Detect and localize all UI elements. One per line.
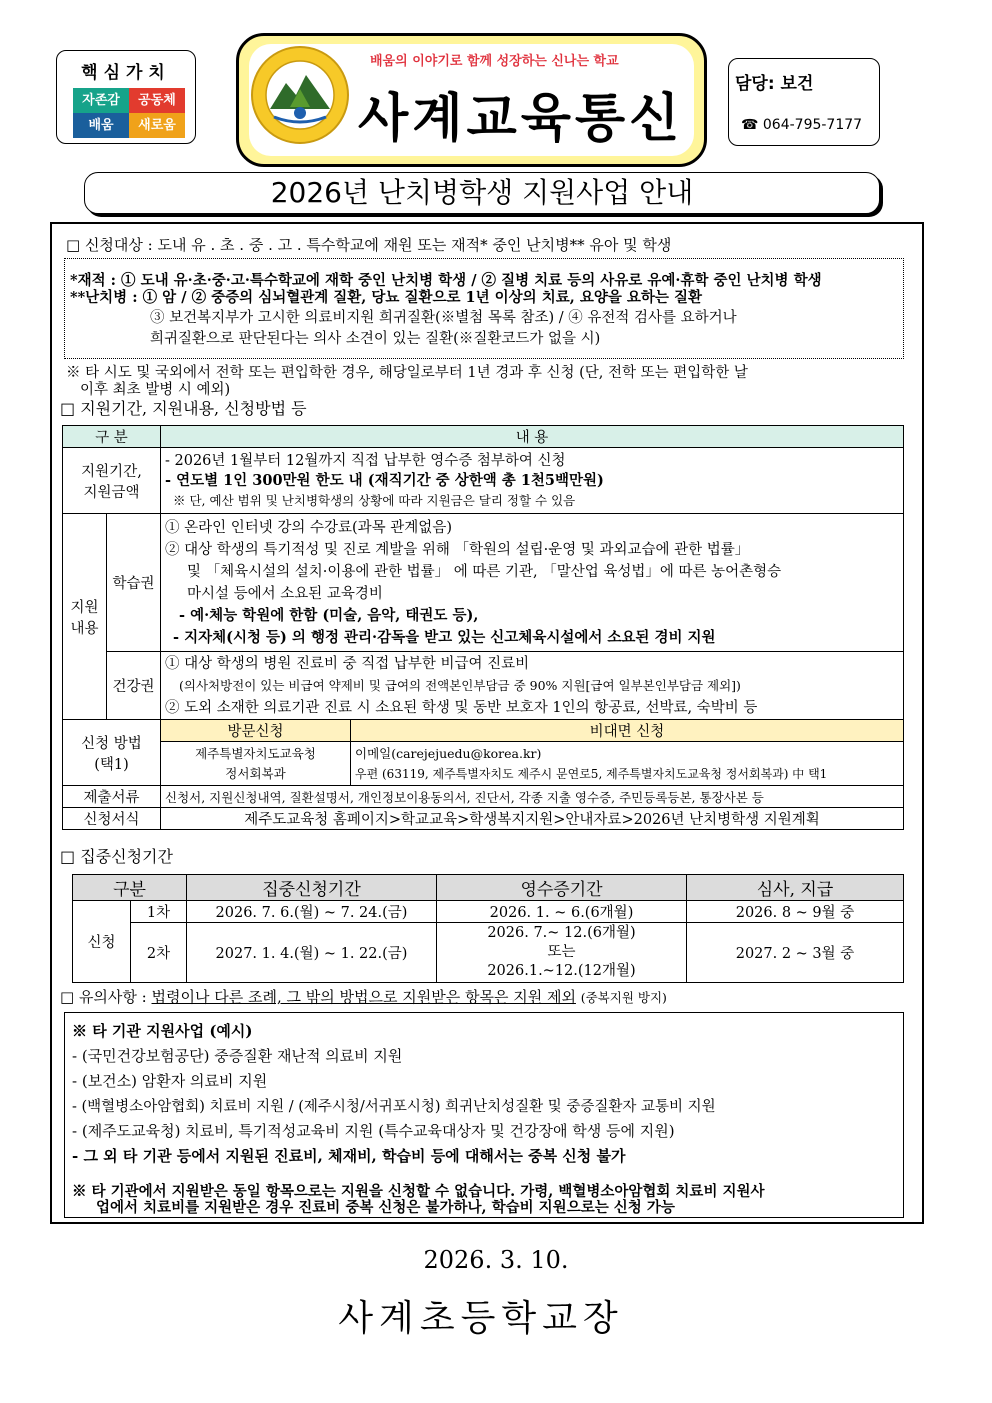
docs-label: 제출서류: [63, 786, 161, 808]
round-2: 2차: [131, 923, 187, 983]
transfer-note-2: 이후 최초 발병 시 예외): [80, 382, 231, 398]
round-1-review: 2026. 8 ~ 9월 중: [687, 901, 904, 923]
col-header-content: 내 용: [161, 426, 904, 448]
section3-title: □ 집중신청기간: [60, 847, 173, 866]
other-support-title: ※ 타 기관 지원사업 (예시): [72, 1022, 253, 1040]
learning-line-5: - 예·체능 학원에 한함 (미술, 음악, 태권도 등),: [179, 606, 479, 624]
core-value-newness: 새로움: [129, 113, 185, 138]
visit-header: 방문신청: [161, 720, 351, 742]
period-line-2: - 연도별 1인 300만원 한도 내 (재직기간 중 상한액 총 1천5백만원): [165, 471, 604, 489]
note-disease-3: ③ 보건복지부가 고시한 의료비지원 희귀질환(※별첨 목록 참조) / ④ 유전적 검사를 요하거나: [150, 310, 737, 326]
remote-email: 이메일(carejejuedu@korea.kr): [355, 745, 542, 761]
period-line-3: ※ 단, 예산 범위 및 난치병학생의 상황에 따라 지원금은 달리 정할 수 있음: [173, 492, 576, 508]
core-value-selfesteem: 자존감: [73, 88, 129, 113]
ph-category: 구분: [73, 875, 187, 901]
table-row: [73, 901, 904, 923]
learning-line-6: - 지자체(시청 등) 의 행정 관리·감독을 받고 있는 신고체육시설에서 소요된 경비 지원: [173, 628, 716, 646]
newsletter-title: 사계교육통신: [358, 89, 684, 149]
learning-label: 학습권: [107, 514, 161, 652]
ph-receipt: 영수증기간: [437, 875, 687, 901]
core-value-learning: 배움: [73, 113, 129, 138]
eligibility-line: □ 신청대상 : 도내 유 . 초 . 중 . 고 . 특수학교에 재원 또는 재적* 중인 난치병** 유아 및 학생: [66, 236, 672, 254]
form-label: 신청서식: [63, 808, 161, 830]
other-support-item-3: - (백혈병소아암협회) 치료비 지원 / (제주시청/서귀포시청) 희귀난치성질환 및 중증질환자 교통비 지원: [72, 1099, 716, 1115]
table-row: [73, 923, 904, 983]
health-line-3: ② 도외 소재한 의료기관 진료 시 소요된 학생 및 동반 보호자 1인의 항공료, 선박료, 숙박비 등: [165, 699, 758, 716]
other-support-item-1: - (국민건강보험공단) 중증질환 재난적 의료비 지원: [72, 1047, 403, 1065]
learning-line-4: 마시설 등에서 소요된 교육경비: [187, 585, 383, 602]
docs-value: 신청서, 지원신청내역, 질환설명서, 개인정보이용동의서, 진단서, 각종 지출 영수증, 주민등록등본, 통장사본 등: [161, 786, 904, 808]
period-table-header: [73, 875, 904, 901]
section2-title: □ 지원기간, 지원내용, 신청방법 등: [60, 399, 307, 418]
remote-mail: 우편 (63119, 제주특별자치도 제주시 문연로5, 제주특별자치도교육청 정서회복과) 中 택1: [355, 766, 828, 781]
support-table: [62, 425, 904, 830]
other-support-item-4: - (제주도교육청) 치료비, 특기적성교육비 지원 (특수교육대상자 및 건강장애 학생 등에 지원): [72, 1122, 675, 1140]
document-title: 2026년 난치병학생 지원사업 안내: [84, 172, 880, 214]
period-table: [72, 874, 904, 983]
caution-line: [60, 986, 667, 1007]
visit-place: 제주특별자치도교육청 정서회복과: [161, 742, 351, 786]
round-2-apply: 2027. 1. 4.(월) ~ 1. 22.(금): [187, 923, 437, 983]
apply-label: 신청 방법 (택1): [63, 720, 161, 786]
round-1-apply: 2026. 7. 6.(월) ~ 7. 24.(금): [187, 901, 437, 923]
emblem-icon: [250, 45, 350, 145]
period-content: [161, 448, 904, 514]
health-label: 건강권: [107, 652, 161, 720]
other-support-note-2: 업에서 치료비를 지원받은 경우 진료비 중복 신청은 불가하나, 학습비 지원으로는 신청 가능: [96, 1199, 675, 1216]
slogan: 배움의 이야기로 함께 성장하는 신나는 학교: [370, 54, 619, 69]
caution-label: □ 유의사항 :: [60, 988, 147, 1006]
caution-suffix: (중복지원 방지): [580, 990, 667, 1005]
ph-apply: 집중신청기간: [187, 875, 437, 901]
contact-person: 담당: 보건: [735, 74, 814, 94]
round-1: 1차: [131, 901, 187, 923]
transfer-note-1: ※ 타 시도 및 국외에서 전학 또는 편입학한 경우, 해당일로부터 1년 경과 후 신청 (단, 전학 또는 편입학한 날: [66, 365, 748, 381]
core-values-grid: [73, 88, 185, 138]
school-emblem: [250, 45, 350, 145]
ph-review: 심사, 지급: [687, 875, 904, 901]
learning-content: [161, 514, 904, 652]
round-2-review: 2027. 2 ~ 3월 중: [687, 923, 904, 983]
other-support-item-5: - 그 외 타 기관 등에서 지원된 진료비, 체재비, 학습비 등에 대해서는 중복 신청 불가: [72, 1147, 626, 1165]
core-values-title: 핵심가치: [81, 63, 171, 83]
learning-line-3: 및 「체육시설의 설치·이용에 관한 법률」 에 따른 기관, 「말산업 육성법」에 따른 농어촌형승: [187, 563, 782, 580]
note-enrolled: *재적 : ① 도내 유·초·중·고·특수학교에 재학 중인 난치병 학생 / ② 질병 치료 등의 사유로 유예·휴학 중인 난치병 학생: [70, 272, 822, 289]
form-value: 제주도교육청 홈페이지>학교교육>학생복지지원>안내자료>2026년 난치병학생 지원계획: [161, 808, 904, 830]
other-support-item-2: - (보건소) 암환자 의료비 지원: [72, 1072, 268, 1090]
content-label: 지원 내용: [63, 514, 107, 720]
period-label: 지원기간, 지원금액: [63, 448, 161, 514]
core-value-community: 공동체: [129, 88, 185, 113]
period-line-1: - 2026년 1월부터 12월까지 직접 납부한 영수증 첨부하여 신청: [165, 452, 566, 469]
col-header-category: 구 분: [63, 426, 161, 448]
school-principal-signature: 사계초등학교장: [338, 1298, 624, 1339]
round-2-receipt: 2026. 7.~ 12.(6개월) 또는 2026.1.~12.(12개월): [437, 923, 687, 983]
note-disease-1: **난치병 : ① 암 / ② 중증의 심뇌혈관계 질환, 당뇨 질환으로 1년 이상의 치료, 요양을 요하는 질환: [70, 289, 703, 306]
contact-box: [728, 58, 880, 146]
remote-header: 비대면 신청: [351, 720, 904, 742]
learning-line-2: ② 대상 학생의 특기적성 및 진로 계발을 위해 「학원의 설립·운영 및 과외교습에 관한 법률」: [165, 541, 750, 558]
other-support-note-1: ※ 타 기관에서 지원받은 동일 항목으로는 지원을 신청할 수 없습니다. 가령, 백혈병소아암협회 치료비 지원사: [72, 1183, 765, 1200]
core-values-box: [56, 50, 196, 144]
caution-text: 법령이나 다른 조례, 그 밖의 방법으로 지원받은 항목은 지원 제외: [151, 988, 576, 1006]
health-content: [161, 652, 904, 720]
note-disease-4: 희귀질환으로 판단된다는 의사 소견이 있는 질환(※질환코드가 없을 시): [150, 331, 601, 347]
round-1-receipt: 2026. 1. ~ 6.(6개월): [437, 901, 687, 923]
learning-line-1: ① 온라인 인터넷 강의 수강료(과목 관계없음): [165, 519, 452, 536]
remote-methods: [351, 742, 904, 786]
health-line-1: ① 대상 학생의 병원 진료비 중 직접 납부한 비급여 진료비: [165, 655, 530, 672]
contact-phone: ☎ 064-795-7177: [741, 117, 863, 133]
document-date: 2026. 3. 10.: [423, 1246, 569, 1274]
period-group-label: 신청: [73, 901, 131, 983]
health-line-2: (의사처방전이 있는 비급여 약제비 및 급여의 전액본인부담금 중 90% 지원[급여 일부본인부담금 제외]): [179, 677, 741, 693]
